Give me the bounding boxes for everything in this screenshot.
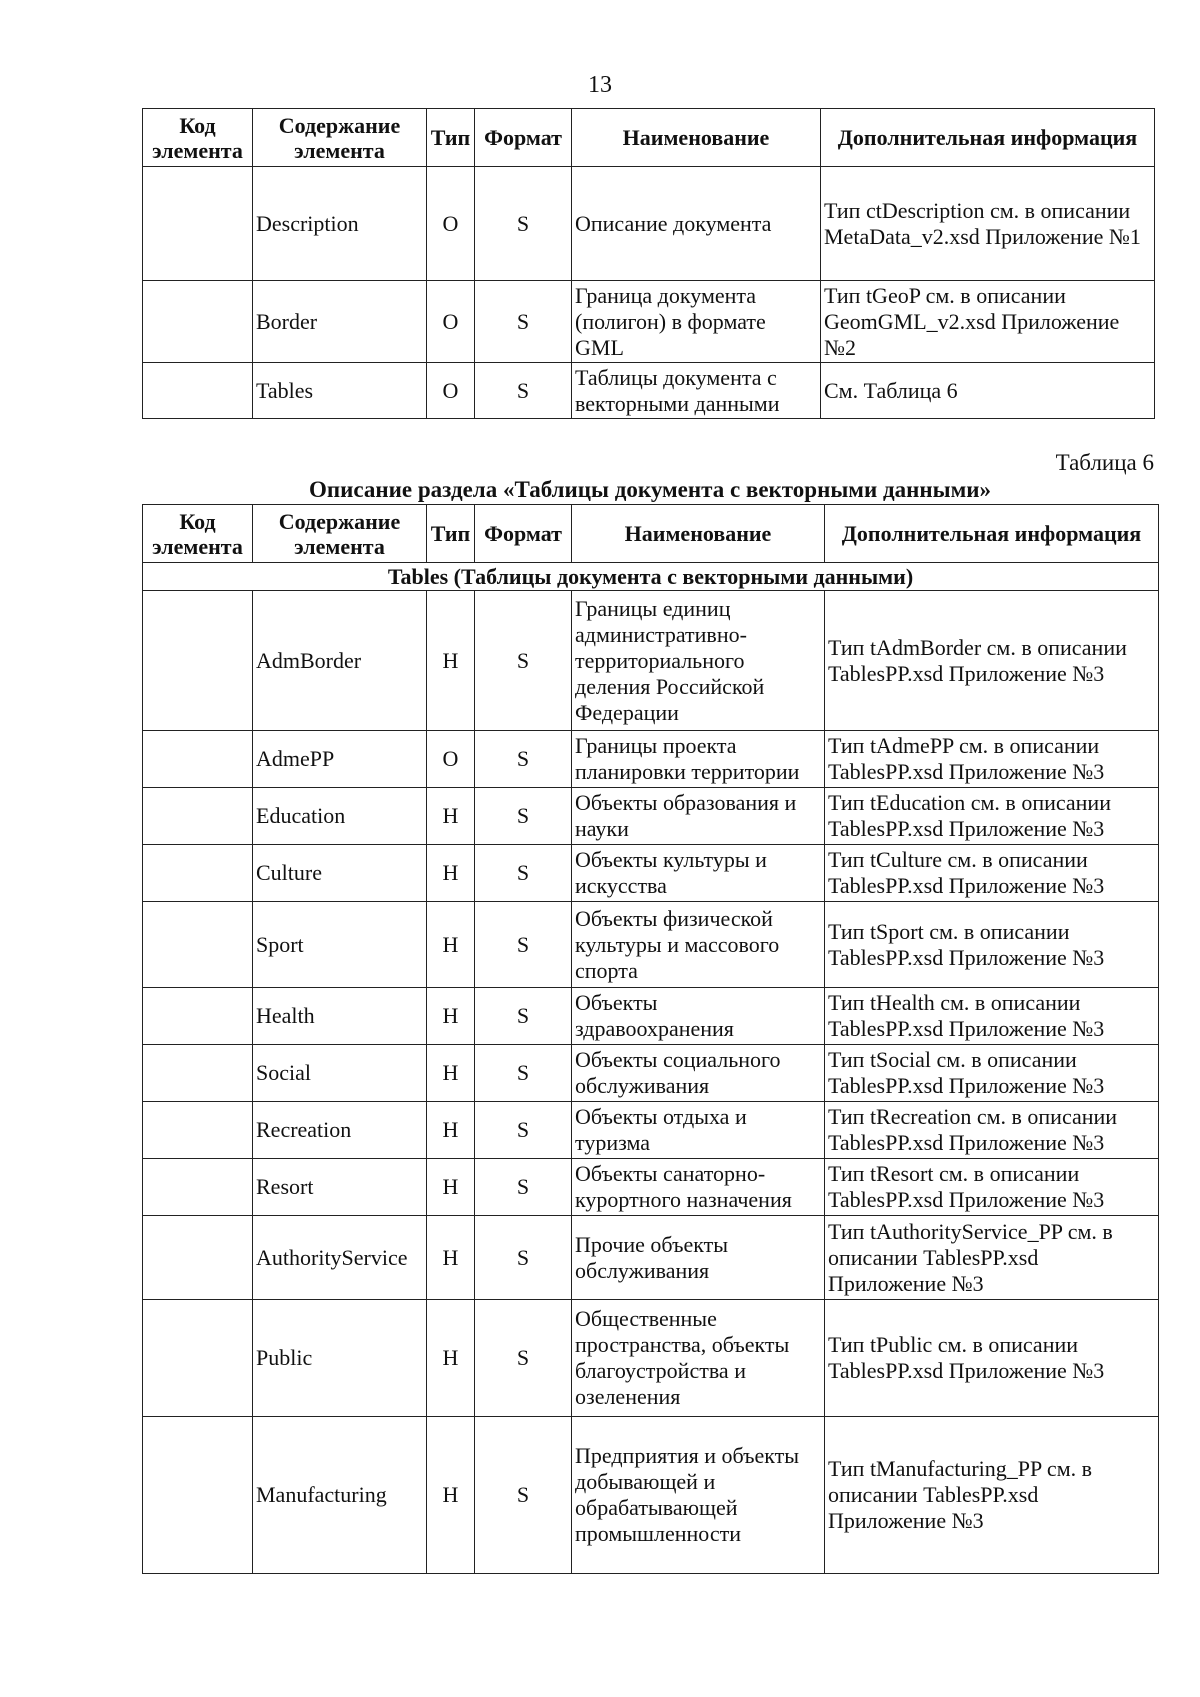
cell-content: AdmePP xyxy=(253,731,427,788)
cell-content: Tables xyxy=(253,363,427,419)
cell-code xyxy=(143,363,253,419)
table-row xyxy=(143,1417,1159,1574)
cell-name: Объекты здравоохранения xyxy=(572,988,825,1045)
cell-type: H xyxy=(427,845,475,902)
table-row xyxy=(143,281,1155,363)
header-name: Наименование xyxy=(572,505,825,563)
cell-content: AuthorityService xyxy=(253,1216,427,1300)
cell-content: Description xyxy=(253,167,427,281)
cell-name: Таблицы документа с векторными данными xyxy=(572,363,821,419)
cell-info: Тип tAdmePP см. в описании TablesPP.xsd Приложение №3 xyxy=(825,731,1159,788)
cell-type: H xyxy=(427,591,475,731)
table-row xyxy=(143,167,1155,281)
cell-format: S xyxy=(475,1045,572,1102)
cell-type: H xyxy=(427,1417,475,1574)
cell-info: Тип tSocial см. в описании TablesPP.xsd Приложение №3 xyxy=(825,1045,1159,1102)
cell-name: Границы проекта планировки территории xyxy=(572,731,825,788)
cell-type: O xyxy=(427,731,475,788)
cell-code xyxy=(143,1045,253,1102)
cell-type: O xyxy=(427,281,475,363)
table-row xyxy=(143,1102,1159,1159)
cell-info: Тип tPublic см. в описании TablesPP.xsd Приложение №3 xyxy=(825,1300,1159,1417)
cell-info: См. Таблица 6 xyxy=(821,363,1155,419)
header-code: Код элемента xyxy=(143,505,253,563)
cell-type: H xyxy=(427,1159,475,1216)
cell-content: Health xyxy=(253,988,427,1045)
cell-name: Предприятия и объекты добывающей и обрабатывающей промышленности xyxy=(572,1417,825,1574)
cell-type: H xyxy=(427,1300,475,1417)
cell-code xyxy=(143,591,253,731)
cell-format: S xyxy=(475,1102,572,1159)
cell-code xyxy=(143,845,253,902)
cell-format: S xyxy=(475,845,572,902)
header-name: Наименование xyxy=(572,109,821,167)
cell-name: Общественные пространства, объекты благоустройства и озеленения xyxy=(572,1300,825,1417)
cell-content: AdmBorder xyxy=(253,591,427,731)
cell-format: S xyxy=(475,902,572,988)
cell-format: S xyxy=(475,1159,572,1216)
table-header-row xyxy=(143,505,1159,563)
cell-code xyxy=(143,731,253,788)
header-type: Тип xyxy=(427,109,475,167)
cell-info: Тип tAuthorityService_PP см. в описании TablesPP.xsd Приложение №3 xyxy=(825,1216,1159,1300)
table-title: Описание раздела «Таблицы документа с векторными данными» xyxy=(308,477,991,502)
cell-code xyxy=(143,988,253,1045)
cell-type: H xyxy=(427,1102,475,1159)
cell-code xyxy=(143,1300,253,1417)
cell-info: Тип tSport см. в описании TablesPP.xsd Приложение №3 xyxy=(825,902,1159,988)
cell-content: Resort xyxy=(253,1159,427,1216)
table-caption: Таблица 6 xyxy=(1055,450,1154,475)
cell-name: Объекты санаторно-курортного назначения xyxy=(572,1159,825,1216)
cell-info: Тип ctDescription см. в описании MetaData_v2.xsd Приложение №1 xyxy=(821,167,1155,281)
cell-type: O xyxy=(427,167,475,281)
cell-info: Тип tResort см. в описании TablesPP.xsd Приложение №3 xyxy=(825,1159,1159,1216)
cell-type: H xyxy=(427,788,475,845)
cell-info: Тип tHealth см. в описании TablesPP.xsd Приложение №3 xyxy=(825,988,1159,1045)
cell-name: Объекты физической культуры и массового спорта xyxy=(572,902,825,988)
cell-content: Education xyxy=(253,788,427,845)
cell-code xyxy=(143,167,253,281)
cell-name: Описание документа xyxy=(572,167,821,281)
cell-name: Объекты отдыха и туризма xyxy=(572,1102,825,1159)
table-row xyxy=(143,731,1159,788)
cell-name: Границы единиц административно-территориального деления Российской Федерации xyxy=(572,591,825,731)
cell-code xyxy=(143,281,253,363)
section-title: Tables (Таблицы документа с векторными данными) xyxy=(143,563,1159,591)
vector-tables-table xyxy=(142,504,1159,1574)
cell-type: H xyxy=(427,1045,475,1102)
cell-info: Тип tRecreation см. в описании TablesPP.xsd Приложение №3 xyxy=(825,1102,1159,1159)
cell-format: S xyxy=(475,988,572,1045)
elements-table xyxy=(142,108,1155,419)
cell-code xyxy=(143,1417,253,1574)
cell-name: Объекты культуры и искусства xyxy=(572,845,825,902)
table-row xyxy=(143,363,1155,419)
table-row xyxy=(143,1045,1159,1102)
cell-format: S xyxy=(475,167,572,281)
table-row xyxy=(143,1300,1159,1417)
cell-type: H xyxy=(427,988,475,1045)
cell-type: O xyxy=(427,363,475,419)
cell-format: S xyxy=(475,1216,572,1300)
cell-type: H xyxy=(427,1216,475,1300)
cell-format: S xyxy=(475,788,572,845)
cell-info: Тип tCulture см. в описании TablesPP.xsd Приложение №3 xyxy=(825,845,1159,902)
header-content: Содержание элемента xyxy=(253,109,427,167)
cell-code xyxy=(143,1102,253,1159)
cell-name: Объекты социального обслуживания xyxy=(572,1045,825,1102)
cell-info: Тип tManufacturing_PP см. в описании TablesPP.xsd Приложение №3 xyxy=(825,1417,1159,1574)
cell-code xyxy=(143,1159,253,1216)
cell-content: Social xyxy=(253,1045,427,1102)
cell-content: Culture xyxy=(253,845,427,902)
cell-format: S xyxy=(475,731,572,788)
table-row xyxy=(143,788,1159,845)
table-row xyxy=(143,1216,1159,1300)
header-format: Формат xyxy=(475,505,572,563)
cell-name: Прочие объекты обслуживания xyxy=(572,1216,825,1300)
header-type: Тип xyxy=(427,505,475,563)
table-row xyxy=(143,591,1159,731)
header-format: Формат xyxy=(475,109,572,167)
cell-code xyxy=(143,1216,253,1300)
cell-content: Sport xyxy=(253,902,427,988)
table-row xyxy=(143,988,1159,1045)
cell-format: S xyxy=(475,1417,572,1574)
cell-format: S xyxy=(475,281,572,363)
cell-format: S xyxy=(475,591,572,731)
cell-name: Объекты образования и науки xyxy=(572,788,825,845)
table-header-row xyxy=(143,109,1155,167)
table-row xyxy=(143,1159,1159,1216)
cell-info: Тип tAdmBorder см. в описании TablesPP.xsd Приложение №3 xyxy=(825,591,1159,731)
cell-content: Border xyxy=(253,281,427,363)
cell-format: S xyxy=(475,363,572,419)
header-info: Дополнительная информация xyxy=(825,505,1159,563)
page-number: 13 xyxy=(588,72,612,98)
cell-info: Тип tEducation см. в описании TablesPP.xsd Приложение №3 xyxy=(825,788,1159,845)
cell-type: H xyxy=(427,902,475,988)
cell-content: Public xyxy=(253,1300,427,1417)
table-row xyxy=(143,902,1159,988)
cell-name: Граница документа (полигон) в формате GML xyxy=(572,281,821,363)
cell-code xyxy=(143,902,253,988)
cell-info: Тип tGeoP см. в описании GeomGML_v2.xsd Приложение №2 xyxy=(821,281,1155,363)
cell-format: S xyxy=(475,1300,572,1417)
cell-code xyxy=(143,788,253,845)
cell-content: Recreation xyxy=(253,1102,427,1159)
cell-content: Manufacturing xyxy=(253,1417,427,1574)
header-code: Код элемента xyxy=(143,109,253,167)
header-info: Дополнительная информация xyxy=(821,109,1155,167)
section-row xyxy=(143,563,1159,591)
header-content: Содержание элемента xyxy=(253,505,427,563)
table-row xyxy=(143,845,1159,902)
